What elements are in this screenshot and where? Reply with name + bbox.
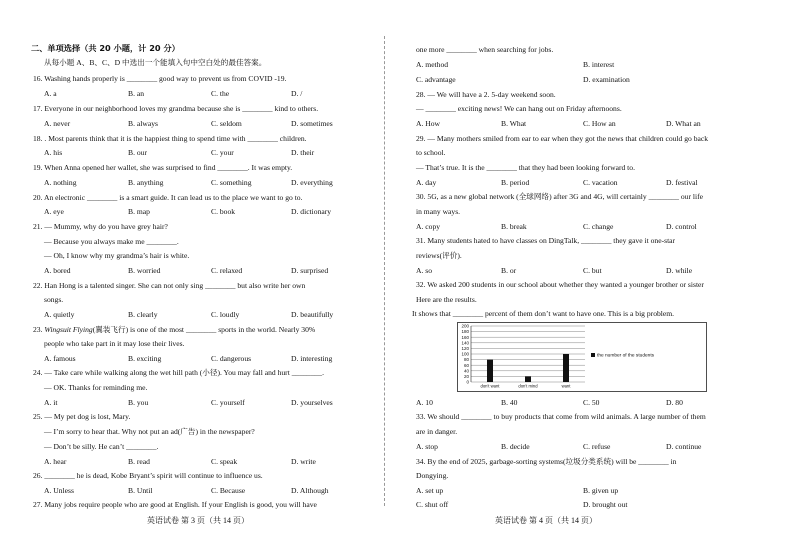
option-d[interactable]: D. their <box>291 148 315 157</box>
option-b[interactable]: B. decide <box>501 442 530 451</box>
option-d[interactable]: D. sometimes <box>291 119 333 128</box>
question-24-line2: — OK. Thanks for reminding me. <box>44 383 148 392</box>
option-b[interactable]: B. period <box>501 178 530 187</box>
option-d[interactable]: D. examination <box>583 75 630 84</box>
option-c[interactable]: C. shut off <box>416 500 449 509</box>
option-d[interactable]: D. surprised <box>291 266 329 275</box>
option-c[interactable]: C. advantage <box>416 75 456 84</box>
option-a[interactable]: A. famous <box>44 354 76 363</box>
option-d[interactable]: D. everything <box>291 178 333 187</box>
option-a[interactable]: A. 10 <box>416 398 433 407</box>
option-c[interactable]: C. dangerous <box>211 354 252 363</box>
option-b[interactable]: B. break <box>501 222 527 231</box>
option-d[interactable]: D. while <box>666 266 693 275</box>
option-c[interactable]: C. How an <box>583 119 616 128</box>
option-c[interactable]: C. yourself <box>211 398 245 407</box>
y-tick-label: 80 <box>463 357 469 363</box>
option-b[interactable]: B. read <box>128 457 150 466</box>
option-d[interactable]: D. What an <box>666 119 701 128</box>
bar-don-t-want <box>487 360 493 382</box>
option-b[interactable]: B. Until <box>128 486 153 495</box>
option-c[interactable]: C. book <box>211 207 236 216</box>
question-21: 21. — Mummy, why do you have grey hair? <box>33 222 168 231</box>
option-b[interactable]: B. exciting <box>128 354 162 363</box>
option-d[interactable]: D. Although <box>291 486 329 495</box>
question-32-line2: Here are the results. <box>416 295 477 304</box>
question-30-line2: in many ways. <box>416 207 461 216</box>
question-33-line2: are in danger. <box>416 427 458 436</box>
question-26: 26. ________ he is dead, Kobe Bryant’s spirit will continue to influence us. <box>33 471 263 480</box>
option-a[interactable]: A. his <box>44 148 63 157</box>
y-tick-label: 180 <box>461 329 469 335</box>
right-page <box>395 0 794 560</box>
question-34: 34. By the end of 2025, garbage-sorting systems(垃圾分类系统) will be ________ in <box>416 457 677 466</box>
option-a[interactable]: A. quietly <box>44 310 75 319</box>
question-number: 23. <box>33 325 43 334</box>
question-21-line2: — Because you always make me ________. <box>44 237 179 246</box>
question-29: 29. — Many mothers smiled from ear to ear when they got the news that children could go back <box>416 134 709 143</box>
option-d[interactable]: D. yourselves <box>291 398 333 407</box>
option-c[interactable]: C. change <box>583 222 614 231</box>
option-a[interactable]: A. copy <box>416 222 441 231</box>
option-d[interactable]: D. / <box>291 89 303 98</box>
option-a[interactable]: A. bored <box>44 266 71 275</box>
question-25-line3: — Don’t be silly. He can’t ________. <box>44 442 159 451</box>
option-d[interactable]: D. write <box>291 457 316 466</box>
y-tick-label: 200 <box>461 323 469 329</box>
option-a[interactable]: A. it <box>44 398 58 407</box>
y-tick-label: 120 <box>461 346 469 351</box>
question-17: 17. Everyone in our neighborhood loves my grandma because she is ________ kind to others. <box>33 104 319 113</box>
bar-don-t-mind <box>525 376 531 382</box>
option-a[interactable]: A. method <box>416 60 449 69</box>
page-divider <box>384 36 385 506</box>
y-tick-label: 40 <box>463 368 469 374</box>
y-tick-label: 20 <box>463 374 469 379</box>
question-text: (翼装飞行) is one of the most ________ sports in the world. Nearly 30% <box>92 325 316 334</box>
section-instructions: 从每小题 A、B、C、D 中选出一个能填入句中空白处的最佳答案。 <box>44 58 267 67</box>
option-a[interactable]: A. never <box>44 119 71 128</box>
option-a[interactable]: A. set up <box>416 486 444 495</box>
option-d[interactable]: D. interesting <box>291 354 333 363</box>
option-c[interactable]: C. vacation <box>583 178 618 187</box>
x-tick-label: don't mind <box>518 383 538 389</box>
question-19: 19. When Anna opened her wallet, she was surprised to find ________. It was empty. <box>33 163 293 172</box>
question-33: 33. We should ________ to buy products that come from wild animals. A large number of them <box>416 412 706 421</box>
question-29-line3: — That’s true. It is the ________ that they had been looking forward to. <box>416 163 635 172</box>
option-d[interactable]: D. 80 <box>666 398 683 407</box>
page-footer: 英语试卷 第 4 页（共 14 页） <box>495 516 597 525</box>
question-20: 20. An electronic ________ is a smart guide. It can lead us to the place we want to go to. <box>33 193 303 202</box>
question-32: 32. We asked 200 students in our school about whether they wanted a younger brother or sister <box>416 280 704 289</box>
option-a[interactable]: A. stop <box>416 442 438 451</box>
option-b[interactable]: B. interest <box>583 60 615 69</box>
option-b[interactable]: B. our <box>128 148 147 157</box>
x-tick-label: don't want <box>480 383 500 389</box>
option-b[interactable]: B. worried <box>128 266 161 275</box>
question-16: 16. Washing hands properly is ________ good way to prevent us from COVID -19. <box>33 74 287 83</box>
option-b[interactable]: B. anything <box>128 178 164 187</box>
question-25-line2: — I’m sorry to hear that. Why not put an ad(广告) in the newspaper? <box>44 427 255 436</box>
question-22-line2: songs. <box>44 295 64 304</box>
y-tick-label: 60 <box>463 362 469 368</box>
section-title: 二、单项选择（共 20 小题，计 20 分） <box>31 43 180 53</box>
option-c[interactable]: C. seldom <box>211 119 242 128</box>
page-footer: 英语试卷 第 3 页（共 14 页） <box>147 516 249 525</box>
question-23 <box>33 325 315 335</box>
option-a[interactable]: A. How <box>416 119 441 128</box>
option-b[interactable]: B. clearly <box>128 310 158 319</box>
option-a[interactable]: A. day <box>416 178 437 187</box>
option-d[interactable]: D. beautifully <box>291 310 334 319</box>
option-d[interactable]: D. control <box>666 222 697 231</box>
option-c[interactable]: C. relaxed <box>211 266 243 275</box>
y-tick-label: 0 <box>466 379 469 385</box>
question-23-line2: people who take part in it may lose their lives. <box>44 339 185 348</box>
option-c[interactable]: C. but <box>583 266 602 275</box>
option-b[interactable]: B. you <box>128 398 149 407</box>
option-d[interactable]: D. festival <box>666 178 698 187</box>
left-page <box>0 0 385 560</box>
question-27: 27. Many jobs require people who are good at English. If your English is good, you will have <box>33 500 317 509</box>
option-b[interactable]: B. always <box>128 119 158 128</box>
question-29-line2: to school. <box>416 148 446 157</box>
option-c[interactable]: C. refuse <box>583 442 611 451</box>
question-31: 31. Many students hated to have classes on DingTalk, ________ they gave it one-star <box>416 236 676 245</box>
question-28: 28. — We will have a 2. 5-day weekend soon. <box>416 90 556 99</box>
option-d[interactable]: D. dictionary <box>291 207 332 216</box>
x-tick-label: want <box>561 383 571 389</box>
question-22: 22. Han Hong is a talented singer. She can not only sing ________ but also write her own <box>33 281 306 290</box>
option-c[interactable]: C. 50 <box>583 398 600 407</box>
question-28-line2: — ________ exciting news! We can hang out on Friday afternoons. <box>416 104 622 113</box>
question-24: 24. — Take care while walking along the wet hill path (小径). You may fall and hurt ________. <box>33 368 324 377</box>
y-tick-label: 140 <box>461 340 469 346</box>
y-tick-label: 160 <box>461 334 469 340</box>
question-18: 18. . Most parents think that it is the happiest thing to spend time with ________ children. <box>33 134 307 143</box>
legend-swatch <box>591 353 595 357</box>
option-a[interactable]: A. hear <box>44 457 67 466</box>
question-27-continued: one more ________ when searching for jobs. <box>416 45 554 54</box>
question-31-line2: reviews(评价). <box>416 251 462 260</box>
bar-want <box>563 354 569 382</box>
option-a[interactable]: A. so <box>416 266 433 275</box>
option-b[interactable]: B. given up <box>583 486 619 495</box>
question-25: 25. — My pet dog is lost, Mary. <box>33 412 131 421</box>
option-b[interactable]: B. an <box>128 89 145 98</box>
option-d[interactable]: D. continue <box>666 442 702 451</box>
question-21-line3: — Oh, I know why my grandma’s hair is white. <box>44 251 190 260</box>
option-a[interactable]: A. eye <box>44 207 64 216</box>
legend-label: the number of the students <box>597 353 655 359</box>
question-34-line2: Dongying. <box>416 471 449 480</box>
y-tick-label: 100 <box>461 351 469 357</box>
option-d[interactable]: D. brought out <box>583 500 628 509</box>
chart-frame <box>458 323 707 392</box>
option-c[interactable]: C. Because <box>211 486 246 495</box>
option-b[interactable]: B. map <box>128 207 150 216</box>
option-c[interactable]: C. something <box>211 178 252 187</box>
option-b[interactable]: B. What <box>501 119 527 128</box>
option-c[interactable]: C. loudly <box>211 310 240 319</box>
question-30: 30. 5G, as a new global network (全球网络) after 3G and 4G, will certainly ________ our life <box>416 192 704 201</box>
option-c[interactable]: C. your <box>211 148 234 157</box>
bar-chart <box>457 322 707 392</box>
question-32-line3: It shows that ________ percent of them don’t want to have one. This is a big problem. <box>412 309 675 318</box>
option-b[interactable]: B. or <box>501 266 517 275</box>
option-a[interactable]: A. nothing <box>44 178 77 187</box>
option-a[interactable]: A. Unless <box>44 486 74 495</box>
sport-name: Wingsuit Flying <box>44 325 93 334</box>
option-b[interactable]: B. 40 <box>501 398 518 407</box>
option-c[interactable]: C. speak <box>211 457 238 466</box>
option-a[interactable]: A. a <box>44 89 57 98</box>
option-c[interactable]: C. the <box>211 89 230 98</box>
